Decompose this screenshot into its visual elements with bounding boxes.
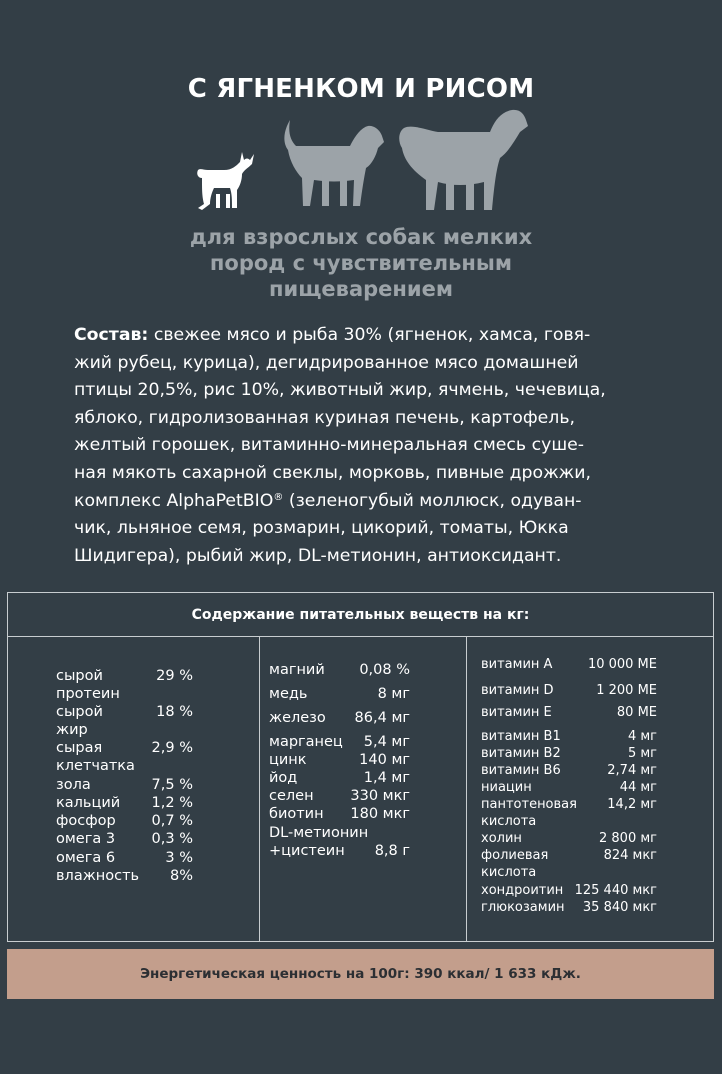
large-dog-icon [399,110,528,210]
nutrient-value: 18 % [156,704,193,720]
nutrient-name: пантотеновая [481,797,577,812]
dog-size-icons [190,108,530,218]
nutrient-value: 8% [169,868,193,884]
nutrient-name: фосфор [56,813,116,829]
nutrient-value: 3 % [165,850,193,866]
nutrient-value: 0,3 % [151,831,193,847]
nutrient-value: 5,4 мг [363,734,410,750]
composition-line: Шидигера), рыбий жир, DL-метионин, антиоксидант. [74,545,562,566]
nutrient-name: влажность [56,868,140,884]
composition-line: желтый горошек, витаминно-минеральная смесь суше- [74,435,585,456]
nutrient-name: фолиевая [481,848,549,863]
nutrient-name: омега 3 [56,831,116,847]
nutrient-name: йод [269,770,298,786]
nutrient-value: 1 200 МЕ [596,683,657,698]
nutrient-name: кальций [56,795,121,811]
nutrient-name: протеин [56,686,120,702]
nutrient-value: 0,08 % [359,662,410,678]
nutrient-name: глюкозамин [481,900,565,915]
composition-text [74,322,654,570]
nutrient-name: магний [269,662,325,678]
nutrient-value: 824 мкг [603,848,657,863]
nutrient-value: 86,4 мг [354,710,410,726]
nutrient-value: 14,2 мг [607,797,657,812]
subtitle-line: для взрослых собак мелких [189,225,533,249]
medium-dog-icon [284,120,384,206]
composition-line: чик, льняное семя, розмарин, цикорий, томаты, Юкка [74,518,569,539]
product-title: С ЯГНЕНКОМ И РИСОМ [187,74,535,104]
nutrient-value: 140 мг [359,752,410,768]
energy-value-bar: Энергетическая ценность на 100г: 390 ккал/ 1 633 кДж. [7,949,714,999]
nutrient-value: 4 мг [627,729,657,744]
composition-line: жий рубец, курица), дегидрированное мясо домашней [74,352,579,373]
nutrient-name: витамин В6 [481,763,561,778]
nutrient-value: 2,9 % [151,740,193,756]
nutrient-name: витамин Е [481,705,552,720]
nutrient-name: хондроитин [481,883,564,898]
subtitle-line: пищеварением [268,277,454,301]
nutrient-name: витамин В2 [481,746,561,761]
nutrient-value: 0,7 % [151,813,193,829]
nutrient-value: 35 840 мкг [582,900,657,915]
column-divider [466,637,467,941]
nutrient-value: 80 МЕ [616,705,657,720]
nutrient-name: сырой [56,668,103,684]
nutrient-name: ниацин [481,780,532,795]
nutrient-value: 10 000 МЕ [587,657,657,672]
nutrient-name: железо [269,710,326,726]
nutrient-name: жир [56,722,88,738]
nutrient-value: 180 мкг [350,806,410,822]
composition-label: Состав: [74,325,149,345]
nutrient-name: витамин D [481,683,554,698]
nutrient-value: 1,2 % [151,795,193,811]
nutrient-name: сырая [56,740,103,756]
product-subtitle [100,224,622,302]
nutrient-table [7,592,714,942]
composition-line: свежее мясо и рыба 30% (ягненок, хамса, говя- [148,325,591,345]
composition-line: птицы 20,5%, рис 10%, животный жир, ячмень, чечевица, [74,380,606,401]
nutrient-name: холин [481,831,522,846]
nutrient-name: кислота [481,865,537,880]
nutrient-table-header: Содержание питательных веществ на кг: [8,593,713,637]
composition-line: ная мякоть сахарной свеклы, морковь, пивные дрожжи, [74,462,591,483]
nutrient-value: 8 мг [377,686,410,702]
nutrient-name: витамин В1 [481,729,561,744]
nutrient-name: цинк [269,752,307,768]
nutrient-value: 1,4 мг [363,770,410,786]
column-divider [259,637,260,941]
nutrient-name: витамин А [481,657,553,672]
nutrient-value: 8,8 г [374,843,410,859]
nutrient-name: биотин [269,806,324,822]
small-dog-icon [197,152,254,210]
nutrient-name: селен [269,788,314,804]
composition-line: комплекс AlphaPetBIO [74,490,274,511]
nutrient-value: 44 мг [619,780,657,795]
nutrient-value: 2,74 мг [607,763,657,778]
nutrient-value: 330 мкг [350,788,410,804]
nutrient-value: 7,5 % [151,777,193,793]
nutrient-name: сырой [56,704,103,720]
nutrient-name: зола [56,777,91,793]
nutrient-name: марганец [269,734,343,750]
nutrient-name: омега 6 [56,850,116,866]
nutrient-value: 29 % [156,668,193,684]
nutrient-name: +цистеин [269,843,345,859]
composition-line: яблоко, гидролизованная куриная печень, картофель, [74,407,576,428]
composition-line: (зеленогубый моллюск, одуван- [283,490,582,511]
nutrient-name: DL-метионин [269,825,369,841]
nutrient-value: 5 мг [627,746,657,761]
nutrient-name: медь [269,686,308,702]
subtitle-line: пород с чувствительным [209,251,513,275]
nutrient-value: 2 800 мг [599,831,657,846]
trademark-symbol: ® [273,491,284,503]
nutrient-name: клетчатка [56,758,135,774]
nutrient-name: кислота [481,814,537,829]
nutrient-value: 125 440 мкг [574,883,657,898]
